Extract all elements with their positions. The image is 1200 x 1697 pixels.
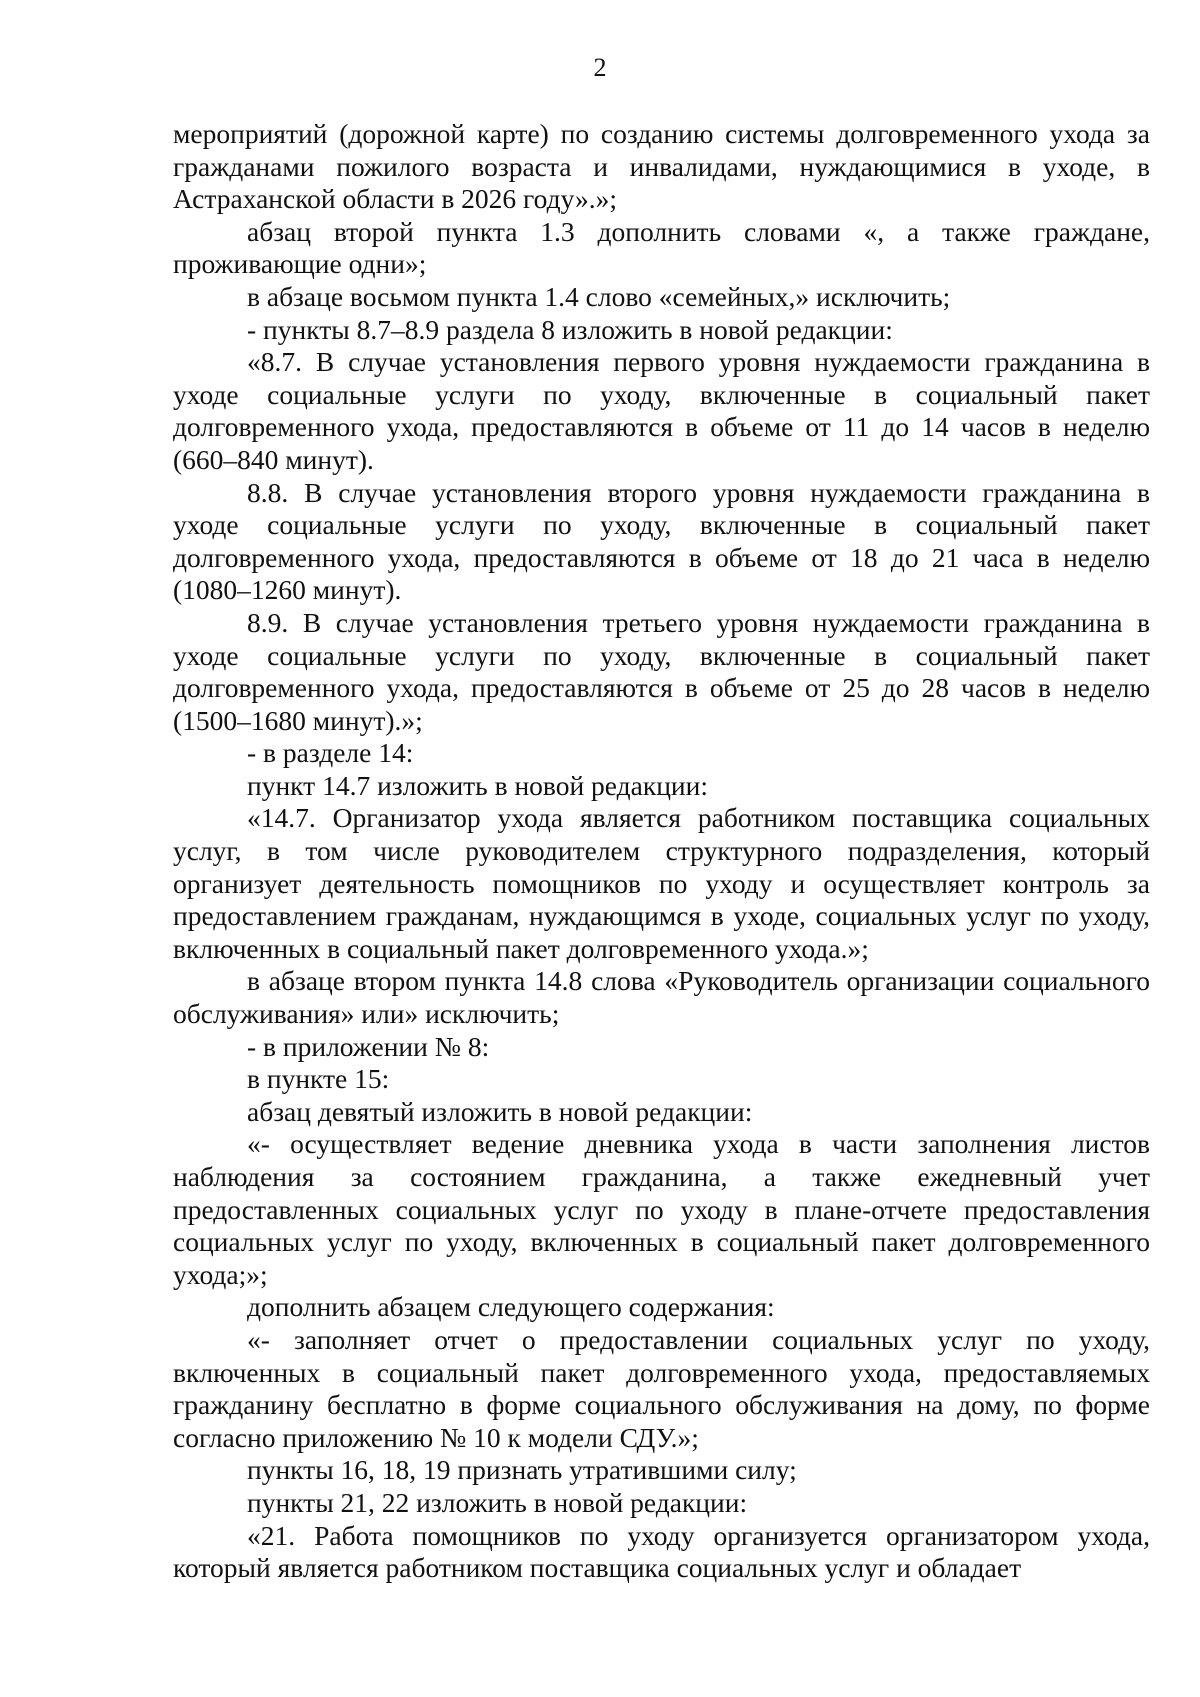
paragraph: - в приложении № 8: [247,1030,490,1062]
paragraph: «- осуществляет ведение дневника ухода в части заполнения листов наблюдения за состоянием гражданина, а также ежедневный учет предоставленных социальных услуг по уходу в плане-отчете предоставления социальных услуг по уходу, включенных в социальный пакет долговременного ухода;»; [173,1128,1150,1290]
paragraph: «14.7. Организатор ухода является работником поставщика социальных услуг, в том числе руководителем структурного подразделения, который организует деятельность помощников по уходу и осуществляет контроль за предоставлением гражданам, нуждающимся в уходе, социальных услуг по уходу, включенных в социальный пакет долговременного ухода.»; [173,802,1150,964]
paragraph: «8.7. В случае установления первого уровня нуждаемости гражданина в уходе социальные услуги по уходу, включенные в социальный пакет долговременного ухода, предоставляются в объеме от 11 до 14 часов в неделю (660–840 минут). [173,346,1150,475]
paragraph: в пункте 15: [247,1063,390,1095]
paragraph: в абзаце втором пункта 14.8 слова «Руководитель организации социального обслуживания» или» исключить; [173,965,1150,1030]
paragraph: 8.8. В случае установления второго уровня нуждаемости гражданина в уходе социальные услуги по уходу, включенные в социальный пакет долговременного ухода, предоставляются в объеме от 18 до 21 часа в неделю (1080–1260 минут). [173,476,1150,606]
paragraph: - в разделе 14: [247,737,414,769]
paragraph: пункты 21, 22 изложить в новой редакции: [247,1486,748,1518]
paragraph: «21. Работа помощников по уходу организуется организатором ухода, который является работником поставщика социальных услуг и обладает [173,1519,1150,1584]
paragraph: - пункты 8.7–8.9 раздела 8 изложить в новой редакции: [247,313,893,345]
paragraph: «- заполняет отчет о предоставлении социальных услуг по уходу, включенных в социальный пакет долговременного ухода, предоставляемых гражданину бесплатно в форме социального обслуживания на дому, по форме согласно приложению № 10 к модели СДУ.»; [173,1323,1150,1453]
paragraph: в абзаце восьмом пункта 1.4 слово «семейных,» исключить; [247,280,951,312]
paragraph: мероприятий (дорожной карте) по созданию системы долговременного ухода за гражданами пожилого возраста и инвалидами, нуждающимися в уходе, в Астраханской области в 2026 году».»; [173,118,1150,215]
paragraph: пункт 14.7 изложить в новой редакции: [247,769,709,801]
paragraph: дополнить абзацем следующего содержания: [247,1291,775,1323]
page-number: 2 [593,53,607,82]
document-body [173,118,1150,1585]
paragraph: пункты 16, 18, 19 признать утратившими силу; [247,1454,797,1486]
paragraph: абзац девятый изложить в новой редакции: [247,1095,753,1127]
paragraph: абзац второй пункта 1.3 дополнить словами «, а также граждане, проживающие одни»; [173,215,1150,280]
paragraph: 8.9. В случае установления третьего уровня нуждаемости гражданина в уходе социальные услуги по уходу, включенные в социальный пакет долговременного ухода, предоставляются в объеме от 25 до 28 часов в неделю (1500–1680 минут).»; [173,606,1150,736]
